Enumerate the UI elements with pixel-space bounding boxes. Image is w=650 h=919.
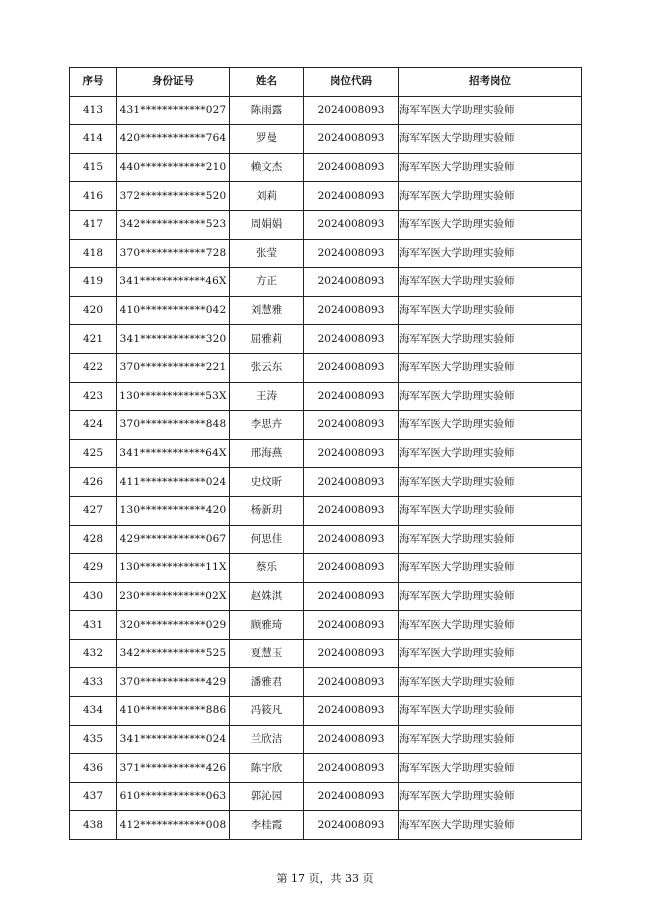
header-position-code: 岗位代码 (304, 68, 399, 97)
table-row (70, 754, 582, 783)
cell-position: 海军军医大学助理实验师 (399, 582, 582, 611)
cell-serial: 426 (70, 468, 117, 497)
header-id-number: 身份证号 (117, 68, 230, 97)
cell-id-number: 411************024 (117, 468, 230, 497)
cell-id-number: 440************210 (117, 153, 230, 182)
cell-position-code: 2024008093 (304, 725, 399, 754)
cell-id-number: 130************420 (117, 496, 230, 525)
cell-position-code: 2024008093 (304, 697, 399, 726)
cell-id-number: 370************848 (117, 411, 230, 440)
cell-id-number: 341************320 (117, 325, 230, 354)
cell-id-number: 342************523 (117, 210, 230, 239)
cell-name: 张莹 (230, 239, 304, 268)
cell-serial: 416 (70, 182, 117, 211)
table-row (70, 382, 582, 411)
cell-name: 李桂霞 (230, 811, 304, 840)
cell-position-code: 2024008093 (304, 439, 399, 468)
cell-id-number: 429************067 (117, 525, 230, 554)
cell-id-number: 431************027 (117, 96, 230, 125)
cell-name: 何思佳 (230, 525, 304, 554)
cell-position-code: 2024008093 (304, 353, 399, 382)
cell-position-code: 2024008093 (304, 525, 399, 554)
table-row (70, 668, 582, 697)
cell-position-code: 2024008093 (304, 182, 399, 211)
cell-name: 赵姝淇 (230, 582, 304, 611)
cell-serial: 433 (70, 668, 117, 697)
cell-serial: 429 (70, 554, 117, 583)
cell-position-code: 2024008093 (304, 496, 399, 525)
table-row (70, 811, 582, 840)
cell-serial: 422 (70, 353, 117, 382)
cell-position: 海军军医大学助理实验师 (399, 668, 582, 697)
table-row (70, 697, 582, 726)
table-row (70, 325, 582, 354)
cell-id-number: 412************008 (117, 811, 230, 840)
table-row (70, 153, 582, 182)
cell-name: 刘莉 (230, 182, 304, 211)
cell-serial: 431 (70, 611, 117, 640)
cell-name: 杨新玥 (230, 496, 304, 525)
cell-name: 王涛 (230, 382, 304, 411)
table-row (70, 96, 582, 125)
cell-id-number: 370************728 (117, 239, 230, 268)
cell-position: 海军军医大学助理实验师 (399, 639, 582, 668)
cell-name: 蔡乐 (230, 554, 304, 583)
cell-serial: 417 (70, 210, 117, 239)
cell-serial: 432 (70, 639, 117, 668)
header-position: 招考岗位 (399, 68, 582, 97)
cell-position-code: 2024008093 (304, 811, 399, 840)
cell-serial: 418 (70, 239, 117, 268)
cell-serial: 428 (70, 525, 117, 554)
cell-id-number: 372************520 (117, 182, 230, 211)
cell-position: 海军军医大学助理实验师 (399, 725, 582, 754)
cell-position-code: 2024008093 (304, 210, 399, 239)
cell-serial: 423 (70, 382, 117, 411)
cell-position: 海军军医大学助理实验师 (399, 182, 582, 211)
table-row (70, 125, 582, 154)
cell-position: 海军军医大学助理实验师 (399, 411, 582, 440)
cell-position-code: 2024008093 (304, 582, 399, 611)
cell-position: 海军军医大学助理实验师 (399, 525, 582, 554)
cell-position: 海军军医大学助理实验师 (399, 782, 582, 811)
table-row (70, 639, 582, 668)
cell-position-code: 2024008093 (304, 325, 399, 354)
header-name: 姓名 (230, 68, 304, 97)
cell-id-number: 320************029 (117, 611, 230, 640)
cell-position-code: 2024008093 (304, 96, 399, 125)
cell-name: 郭沁园 (230, 782, 304, 811)
cell-name: 刘慧雅 (230, 296, 304, 325)
cell-name: 屈雅莉 (230, 325, 304, 354)
cell-position: 海军军医大学助理实验师 (399, 353, 582, 382)
table-row (70, 582, 582, 611)
cell-name: 李思卉 (230, 411, 304, 440)
table-header-row (70, 68, 582, 97)
cell-position: 海军军医大学助理实验师 (399, 496, 582, 525)
cell-position: 海军军医大学助理实验师 (399, 754, 582, 783)
cell-position: 海军军医大学助理实验师 (399, 811, 582, 840)
table-row (70, 296, 582, 325)
table-row (70, 782, 582, 811)
cell-id-number: 410************886 (117, 697, 230, 726)
cell-serial: 430 (70, 582, 117, 611)
cell-position-code: 2024008093 (304, 296, 399, 325)
cell-position-code: 2024008093 (304, 782, 399, 811)
cell-serial: 421 (70, 325, 117, 354)
cell-name: 兰欣洁 (230, 725, 304, 754)
cell-name: 冯筱凡 (230, 697, 304, 726)
cell-name: 夏慧玉 (230, 639, 304, 668)
cell-name: 方正 (230, 268, 304, 297)
cell-id-number: 341************46X (117, 268, 230, 297)
table-row (70, 210, 582, 239)
table-row (70, 725, 582, 754)
cell-position-code: 2024008093 (304, 754, 399, 783)
cell-name: 赖文杰 (230, 153, 304, 182)
cell-position-code: 2024008093 (304, 411, 399, 440)
cell-position-code: 2024008093 (304, 125, 399, 154)
cell-position-code: 2024008093 (304, 239, 399, 268)
cell-position: 海军军医大学助理实验师 (399, 239, 582, 268)
cell-position: 海军军医大学助理实验师 (399, 153, 582, 182)
cell-serial: 413 (70, 96, 117, 125)
cell-id-number: 130************53X (117, 382, 230, 411)
cell-position: 海军军医大学助理实验师 (399, 382, 582, 411)
cell-position-code: 2024008093 (304, 639, 399, 668)
table-row (70, 411, 582, 440)
cell-serial: 425 (70, 439, 117, 468)
cell-name: 周娟娟 (230, 210, 304, 239)
cell-position-code: 2024008093 (304, 554, 399, 583)
table-row (70, 525, 582, 554)
cell-name: 张云东 (230, 353, 304, 382)
page-number: 第 17 页，共 33 页 (276, 872, 374, 885)
cell-serial: 427 (70, 496, 117, 525)
table-row (70, 439, 582, 468)
cell-position: 海军军医大学助理实验师 (399, 210, 582, 239)
cell-position: 海军军医大学助理实验师 (399, 611, 582, 640)
cell-name: 顾雅琦 (230, 611, 304, 640)
cell-position: 海军军医大学助理实验师 (399, 697, 582, 726)
cell-id-number: 420************764 (117, 125, 230, 154)
table-row (70, 496, 582, 525)
cell-serial: 414 (70, 125, 117, 154)
cell-name: 罗曼 (230, 125, 304, 154)
cell-id-number: 370************221 (117, 353, 230, 382)
cell-id-number: 230************02X (117, 582, 230, 611)
cell-id-number: 341************64X (117, 439, 230, 468)
cell-position-code: 2024008093 (304, 268, 399, 297)
cell-position-code: 2024008093 (304, 668, 399, 697)
cell-serial: 424 (70, 411, 117, 440)
cell-serial: 435 (70, 725, 117, 754)
cell-position: 海军军医大学助理实验师 (399, 96, 582, 125)
cell-serial: 419 (70, 268, 117, 297)
cell-position: 海军军医大学助理实验师 (399, 125, 582, 154)
cell-id-number: 371************426 (117, 754, 230, 783)
cell-position-code: 2024008093 (304, 382, 399, 411)
cell-serial: 434 (70, 697, 117, 726)
header-serial: 序号 (70, 68, 117, 97)
cell-position-code: 2024008093 (304, 611, 399, 640)
cell-serial: 437 (70, 782, 117, 811)
cell-id-number: 341************024 (117, 725, 230, 754)
table-row (70, 268, 582, 297)
cell-position: 海军军医大学助理实验师 (399, 325, 582, 354)
table-row (70, 182, 582, 211)
table-row (70, 554, 582, 583)
table-row (70, 468, 582, 497)
cell-position: 海军军医大学助理实验师 (399, 268, 582, 297)
cell-position: 海军军医大学助理实验师 (399, 468, 582, 497)
cell-name: 潘雅君 (230, 668, 304, 697)
cell-id-number: 610************063 (117, 782, 230, 811)
cell-position: 海军军医大学助理实验师 (399, 439, 582, 468)
cell-id-number: 130************11X (117, 554, 230, 583)
cell-name: 陈雨露 (230, 96, 304, 125)
cell-serial: 438 (70, 811, 117, 840)
table-body (70, 96, 582, 839)
table-row (70, 239, 582, 268)
cell-id-number: 342************525 (117, 639, 230, 668)
cell-position-code: 2024008093 (304, 153, 399, 182)
cell-id-number: 370************429 (117, 668, 230, 697)
cell-name: 陈宇欣 (230, 754, 304, 783)
cell-serial: 415 (70, 153, 117, 182)
cell-name: 邢海燕 (230, 439, 304, 468)
table-row (70, 611, 582, 640)
cell-position: 海军军医大学助理实验师 (399, 296, 582, 325)
cell-position-code: 2024008093 (304, 468, 399, 497)
cell-serial: 436 (70, 754, 117, 783)
cell-serial: 420 (70, 296, 117, 325)
cell-name: 史炆昕 (230, 468, 304, 497)
applicant-table (69, 67, 582, 840)
cell-position: 海军军医大学助理实验师 (399, 554, 582, 583)
table-row (70, 353, 582, 382)
cell-id-number: 410************042 (117, 296, 230, 325)
